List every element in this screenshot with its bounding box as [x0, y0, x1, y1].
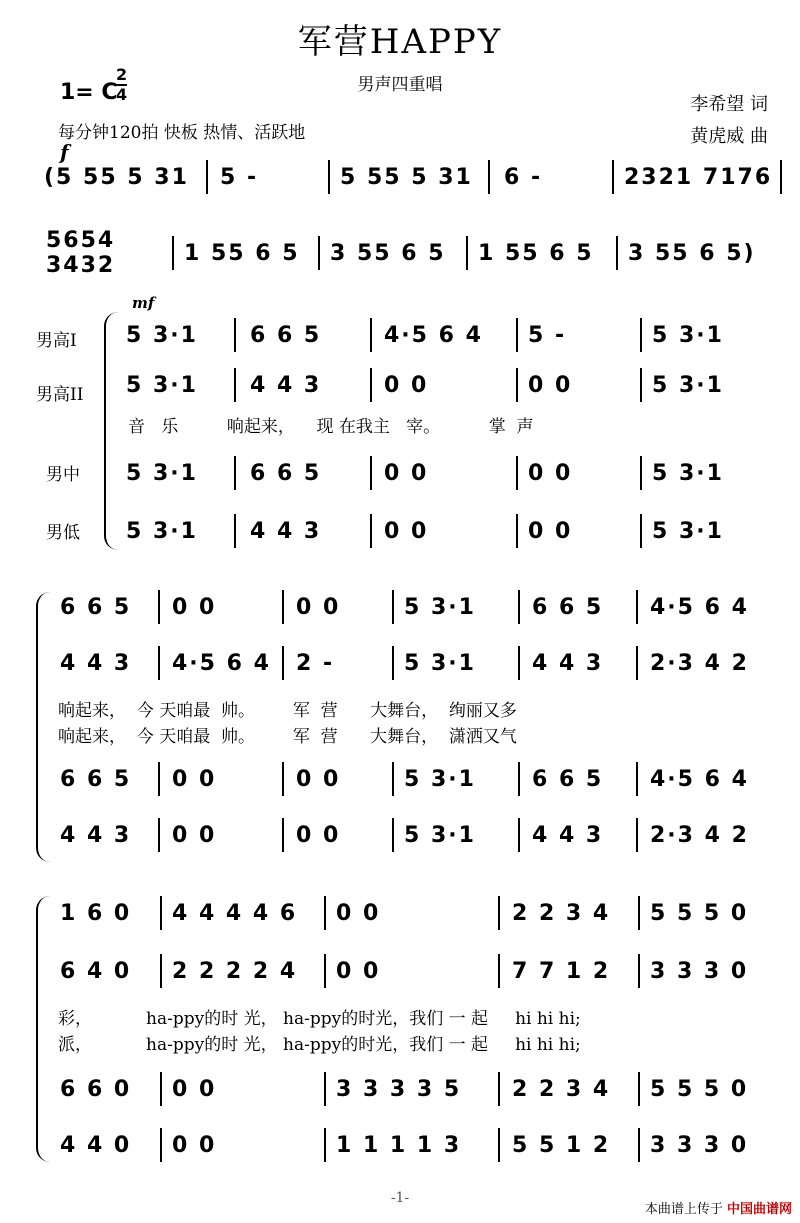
measure: 6 6 5 — [532, 594, 604, 620]
system-brace — [104, 312, 120, 550]
staff-tenor-1 — [54, 590, 782, 624]
score-subtitle: 男声四重唱 — [357, 75, 443, 95]
barline — [516, 514, 518, 548]
barline — [498, 954, 500, 988]
lyrics-verse-2: 响起来， 今 天咱最 帅。 军 营 大舞台， 潇洒又气 — [58, 727, 517, 747]
measure: 6 6 5 — [250, 460, 322, 486]
measure: 0 0 — [296, 766, 341, 792]
intro-line-2 — [40, 228, 784, 278]
measure: 2 2 2 2 4 — [172, 958, 298, 984]
measure: 6 6 5 — [532, 766, 604, 792]
measure: 5 5 1 2 — [512, 1132, 611, 1158]
barline — [160, 896, 162, 930]
barline — [636, 818, 638, 852]
barline — [324, 896, 326, 930]
staff-bass — [54, 1128, 782, 1162]
measure: (5 55 5 31 — [44, 164, 189, 190]
measure: 4 4 3 — [60, 822, 132, 848]
measure: 3 3 3 0 — [650, 958, 749, 984]
measure: 2 - — [296, 650, 335, 676]
staff-baritone — [120, 456, 780, 490]
staff-tenor-2 — [120, 368, 780, 402]
measure: 0 0 — [384, 460, 429, 486]
barline — [640, 514, 642, 548]
measure: 7 7 1 2 — [512, 958, 611, 984]
barline — [638, 1128, 640, 1162]
barline — [160, 954, 162, 988]
measure: 4·5 6 4 — [172, 650, 271, 676]
part-label-baritone: 男中 — [46, 465, 80, 485]
staff-baritone — [54, 762, 782, 796]
measure: 0 0 — [528, 372, 573, 398]
barline — [282, 646, 284, 680]
barline — [206, 160, 208, 194]
barline — [488, 160, 490, 194]
measure: 0 0 — [172, 822, 217, 848]
barline — [328, 160, 330, 194]
barline — [370, 456, 372, 490]
barline — [160, 1128, 162, 1162]
barline — [160, 1072, 162, 1106]
barline — [282, 762, 284, 796]
barline — [392, 818, 394, 852]
barline — [318, 236, 320, 270]
measure: 5 3·1 — [404, 594, 476, 620]
measure: 5 3·1 — [652, 460, 724, 486]
barline — [612, 160, 614, 194]
measure: 5 3·1 — [126, 372, 198, 398]
barline — [636, 590, 638, 624]
measure: 1 55 6 5 — [184, 240, 300, 266]
measure: 6 6 5 — [60, 594, 132, 620]
measure: 2 2 3 4 — [512, 900, 611, 926]
measure: 3 3 3 3 5 — [336, 1076, 462, 1102]
barline — [780, 160, 782, 194]
measure: 0 0 — [384, 372, 429, 398]
measure: 0 0 — [384, 518, 429, 544]
measure: 5 3·1 — [126, 460, 198, 486]
staff-bass — [120, 514, 780, 548]
part-label-tenor-2: 男高II — [36, 385, 84, 405]
key-signature: 1= C — [60, 80, 118, 105]
measure: 0 0 — [336, 900, 381, 926]
part-label-bass: 男低 — [46, 523, 80, 543]
barline — [638, 1072, 640, 1106]
barline — [324, 954, 326, 988]
barline — [638, 954, 640, 988]
barline — [640, 318, 642, 352]
lyrics-line: 音 乐 响起来， 现 在我主 宰。 掌 声 — [128, 417, 534, 437]
barline — [282, 818, 284, 852]
measure: 6 6 5 — [60, 766, 132, 792]
measure: 4 4 0 — [60, 1132, 132, 1158]
measure: 1 55 6 5 — [478, 240, 594, 266]
measure: 1 6 0 — [60, 900, 132, 926]
site-logo[interactable]: 中国曲谱网 — [726, 1202, 792, 1217]
page-number: -1- — [390, 1190, 410, 1206]
barline — [392, 590, 394, 624]
lyrics-verse-1: 响起来， 今 天咱最 帅。 军 营 大舞台， 绚丽又多 — [58, 701, 517, 721]
measure: 0 0 — [172, 766, 217, 792]
barline — [498, 1128, 500, 1162]
measure: 5 3·1 — [652, 518, 724, 544]
measure: 5 3·1 — [404, 822, 476, 848]
measure: 5 5 5 0 — [650, 1076, 749, 1102]
barline — [234, 514, 236, 548]
measure: 5 - — [528, 322, 567, 348]
tempo-marking: 每分钟120拍 快板 热情、活跃地 — [58, 123, 306, 143]
barline — [466, 236, 468, 270]
measure: 4 4 4 4 6 — [172, 900, 298, 926]
barline — [640, 368, 642, 402]
intro-line-1 — [38, 160, 782, 194]
lyricist-credit: 李希望 词 — [690, 94, 768, 115]
barline — [158, 646, 160, 680]
lyrics-verse-2: 派， ha-ppy的时 光， ha-ppy的时光，我们 一 起 hi hi hi; — [58, 1035, 581, 1055]
part-label-tenor-1: 男高I — [36, 331, 77, 351]
barline — [392, 646, 394, 680]
dynamic-forte: f — [60, 140, 69, 164]
measure: 5654 3432 — [46, 228, 116, 278]
measure: 5 - — [220, 164, 259, 190]
staff-tenor-2 — [54, 646, 782, 680]
dynamic-mezzo-forte: mf — [132, 294, 155, 312]
measure: 2·3 4 2 — [650, 650, 749, 676]
measure: 5 3·1 — [404, 650, 476, 676]
measure: 6 - — [504, 164, 543, 190]
composer-credit: 黄虎威 曲 — [690, 126, 768, 147]
barline — [370, 318, 372, 352]
barline — [234, 318, 236, 352]
barline — [370, 368, 372, 402]
measure: 5 3·1 — [652, 322, 724, 348]
measure: 4 4 3 — [250, 372, 322, 398]
barline — [640, 456, 642, 490]
measure: 6 6 5 — [250, 322, 322, 348]
meter-top: 2 — [116, 65, 128, 84]
measure: 4 4 3 — [532, 650, 604, 676]
measure: 0 0 — [336, 958, 381, 984]
barline — [282, 590, 284, 624]
measure: 2 2 3 4 — [512, 1076, 611, 1102]
measure: 1 1 1 1 3 — [336, 1132, 462, 1158]
measure: 4·5 6 4 — [650, 766, 749, 792]
barline — [158, 818, 160, 852]
meter-bottom: 4 — [116, 85, 128, 104]
measure: 3 3 3 0 — [650, 1132, 749, 1158]
measure: 5 3·1 — [404, 766, 476, 792]
upload-text: 本曲谱上传于 — [644, 1202, 723, 1217]
barline — [158, 590, 160, 624]
measure: 4 4 3 — [60, 650, 132, 676]
staff-bass — [54, 818, 782, 852]
measure: 0 0 — [528, 518, 573, 544]
measure: 0 0 — [172, 1132, 217, 1158]
barline — [516, 318, 518, 352]
measure: 0 0 — [172, 1076, 217, 1102]
upload-note — [645, 1198, 792, 1217]
measure: 0 0 — [172, 594, 217, 620]
measure: 5 5 5 0 — [650, 900, 749, 926]
barline — [616, 236, 618, 270]
barline — [518, 590, 520, 624]
lyrics-verse-1: 彩， ha-ppy的时 光， ha-ppy的时光，我们 一 起 hi hi hi; — [58, 1009, 581, 1029]
barline — [498, 896, 500, 930]
barline — [636, 762, 638, 796]
measure: 0 0 — [296, 822, 341, 848]
measure: 3 55 6 5 — [330, 240, 446, 266]
measure: 2321 7176 — [624, 164, 773, 190]
measure: 6 6 0 — [60, 1076, 132, 1102]
measure: 4 4 3 — [532, 822, 604, 848]
measure: 4·5 6 4 — [650, 594, 749, 620]
barline — [518, 646, 520, 680]
measure: 3 55 6 5) — [628, 240, 756, 266]
measure: 0 0 — [296, 594, 341, 620]
barline — [392, 762, 394, 796]
system-brace — [36, 592, 52, 862]
staff-baritone — [54, 1072, 782, 1106]
measure: 4 4 3 — [250, 518, 322, 544]
barline — [498, 1072, 500, 1106]
staff-tenor-1 — [120, 318, 780, 352]
measure: 5 3·1 — [126, 322, 198, 348]
measure: 5 55 5 31 — [340, 164, 473, 190]
barline — [516, 456, 518, 490]
measure: 5 3·1 — [126, 518, 198, 544]
measure: 4·5 6 4 — [384, 322, 483, 348]
barline — [234, 368, 236, 402]
barline — [324, 1072, 326, 1106]
barline — [172, 236, 174, 270]
barline — [370, 514, 372, 548]
measure: 2·3 4 2 — [650, 822, 749, 848]
measure: 6 4 0 — [60, 958, 132, 984]
barline — [234, 456, 236, 490]
barline — [516, 368, 518, 402]
barline — [636, 646, 638, 680]
barline — [518, 818, 520, 852]
staff-tenor-1 — [54, 896, 782, 930]
barline — [518, 762, 520, 796]
staff-tenor-2 — [54, 954, 782, 988]
barline — [158, 762, 160, 796]
barline — [638, 896, 640, 930]
score-title: 军营HAPPY — [297, 22, 503, 62]
system-brace — [36, 896, 52, 1162]
measure: 0 0 — [528, 460, 573, 486]
measure: 5 3·1 — [652, 372, 724, 398]
barline — [324, 1128, 326, 1162]
time-signature — [116, 66, 127, 104]
